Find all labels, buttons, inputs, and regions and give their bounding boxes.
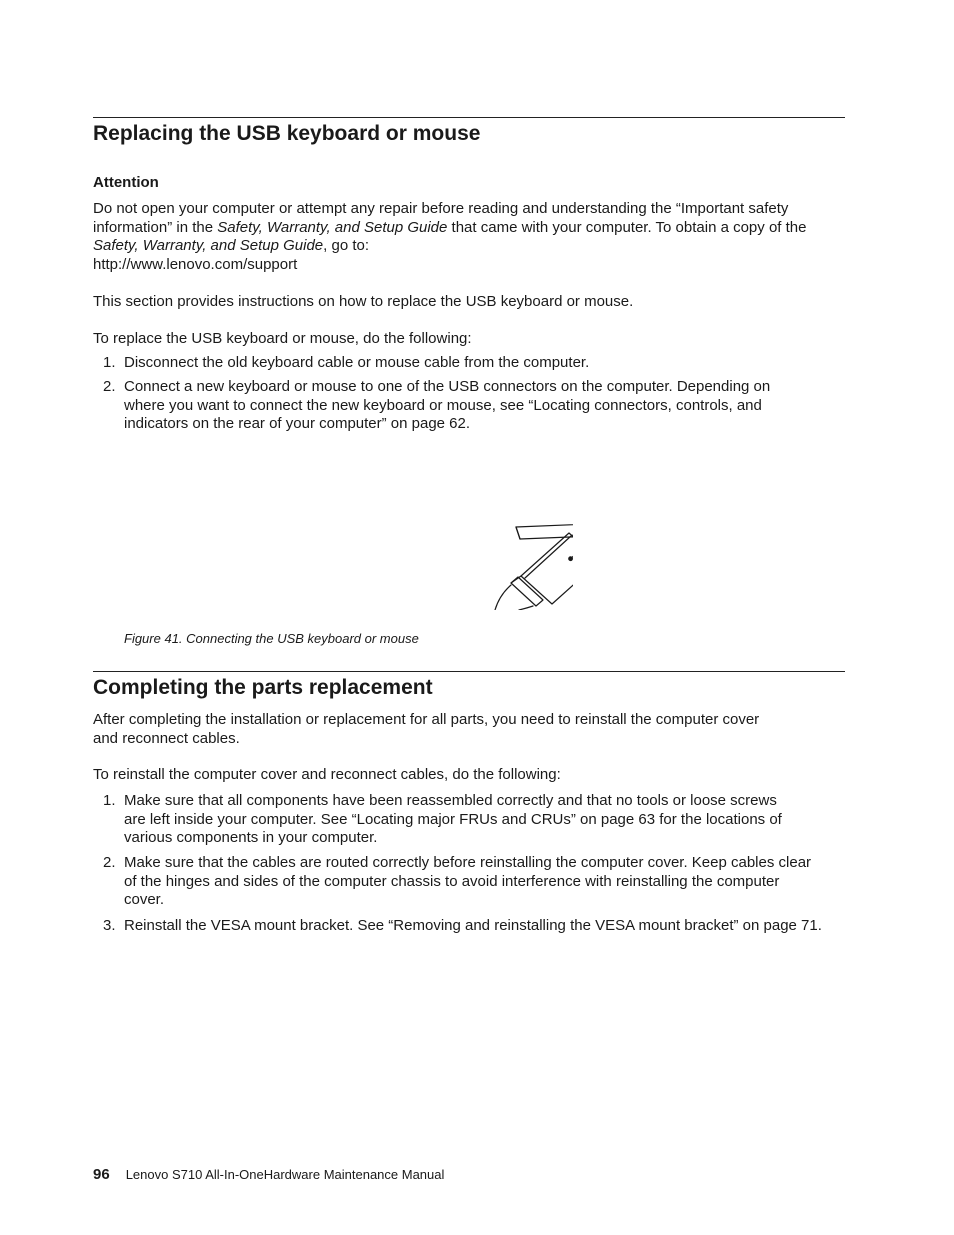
guide-title-ref: Safety, Warranty, and Setup Guide [93,237,324,254]
steps-intro: To reinstall the computer cover and reconnect cables, do the following: [93,766,561,783]
section-divider [93,117,845,118]
step-text: Connect a new keyboard or mouse to one of the USB connectors on the computer. Depending on where you want to connect the new keyboard or mouse, see “Locating connectors, controls, and indicators on the rear of your computer” on page 62. [124,378,771,432]
usb-plug-illustration [403,460,573,610]
step-text: Make sure that all components have been reassembled correctly and that no tools or loose screws are left inside your computer. See “Locating major FRUs and CRUs” on page 63 for the locations of various components in your computer. [124,792,782,846]
step-number: 1. [103,354,116,371]
figure-caption: Figure 41. Connecting the USB keyboard or mouse [124,631,419,646]
section-intro: After completing the installation or replacement for all parts, you need to reinstall the computer cover and reconnect cables. [93,711,760,747]
steps-intro: To replace the USB keyboard or mouse, do the following: [93,330,472,347]
step-number: 2. [103,854,116,871]
section-title-replacing-usb: Replacing the USB keyboard or mouse [93,122,481,145]
step-text: Reinstall the VESA mount bracket. See “Removing and reinstalling the VESA mount bracket” on page 71. [124,917,822,934]
section-title-completing: Completing the parts replacement [93,676,433,699]
attention-line-2: information” in the Safety, Warranty, and Setup Guide that came with your computer. To obtain a copy of the [93,218,807,236]
step-number: 3. [103,917,116,934]
step-number: 2. [103,378,116,395]
page-number: 96 [93,1166,110,1183]
manual-title: Lenovo S710 All-In-OneHardware Maintenance Manual [125,1167,445,1182]
support-url: http://www.lenovo.com/support [93,255,298,273]
attention-line-3: Safety, Warranty, and Setup Guide, go to: [93,237,370,254]
guide-title-ref: Safety, Warranty, and Setup Guide [217,218,448,236]
step-text: Disconnect the old keyboard cable or mouse cable from the computer. [124,354,590,371]
section-divider [93,671,845,672]
step-number: 1. [103,792,116,809]
attention-line-1: Do not open your computer or attempt any repair before reading and understanding the “Important safety [93,200,789,217]
attention-notice [93,200,845,274]
page-footer [93,1166,444,1183]
section-intro: This section provides instructions on how to replace the USB keyboard or mouse. [93,293,634,310]
attention-label: Attention [93,174,159,191]
step-text: Make sure that the cables are routed correctly before reinstalling the computer cover. Keep cables clear of the hinges and sides of the computer chassis to avoid interference with reinstalling the computer cover. [124,854,812,908]
